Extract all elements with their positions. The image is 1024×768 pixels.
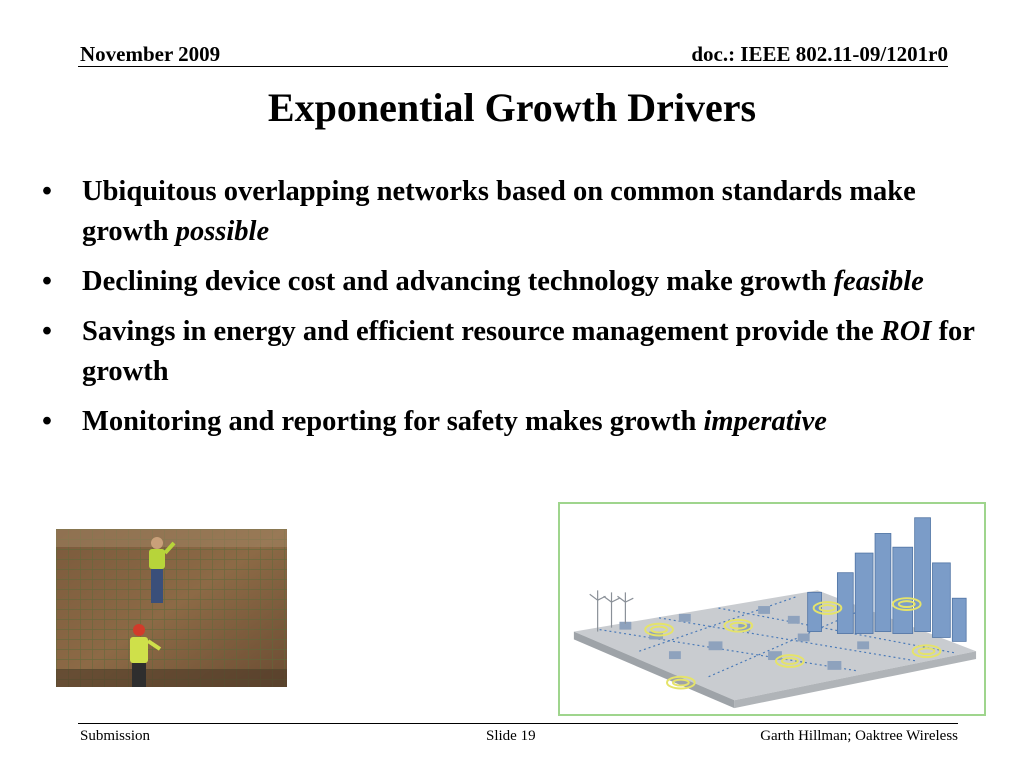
footer-author: Garth Hillman; Oaktree Wireless bbox=[760, 728, 958, 744]
bullet-dot-icon: • bbox=[42, 316, 52, 347]
bullet-text-after: for growth bbox=[82, 316, 975, 387]
bullet-emphasis: possible bbox=[175, 216, 270, 247]
bullet-item bbox=[42, 262, 1002, 302]
smart-city-illustration bbox=[558, 502, 986, 716]
construction-workers-photo bbox=[56, 529, 287, 687]
bullet-item bbox=[42, 312, 1002, 392]
bullet-text: Monitoring and reporting for safety makes growth bbox=[82, 406, 704, 437]
footer-submission: Submission bbox=[80, 728, 151, 744]
slide-title: Exponential Growth Drivers bbox=[267, 85, 757, 130]
bullet-dot-icon: • bbox=[42, 176, 52, 207]
footer-divider bbox=[78, 723, 958, 724]
bullet-emphasis: imperative bbox=[703, 406, 827, 437]
header-document-id: doc.: IEEE 802.11-09/1201r0 bbox=[691, 42, 948, 66]
bullet-emphasis: ROI bbox=[880, 316, 932, 347]
bullet-text: Declining device cost and advancing technology make growth bbox=[82, 266, 834, 297]
bullet-item bbox=[42, 172, 1002, 252]
bullet-dot-icon: • bbox=[42, 266, 52, 297]
header-divider bbox=[78, 66, 948, 67]
bullet-emphasis: feasible bbox=[833, 266, 924, 297]
bullet-text: Ubiquitous overlapping networks based on common standards make growth bbox=[82, 176, 916, 247]
bullet-list bbox=[42, 172, 1002, 452]
bullet-dot-icon: • bbox=[42, 406, 52, 437]
bullet-item bbox=[42, 402, 1002, 442]
footer-slide-number: Slide 19 bbox=[486, 728, 536, 744]
bullet-text: Savings in energy and efficient resource management provide the bbox=[82, 316, 881, 347]
header-date: November 2009 bbox=[80, 42, 221, 66]
